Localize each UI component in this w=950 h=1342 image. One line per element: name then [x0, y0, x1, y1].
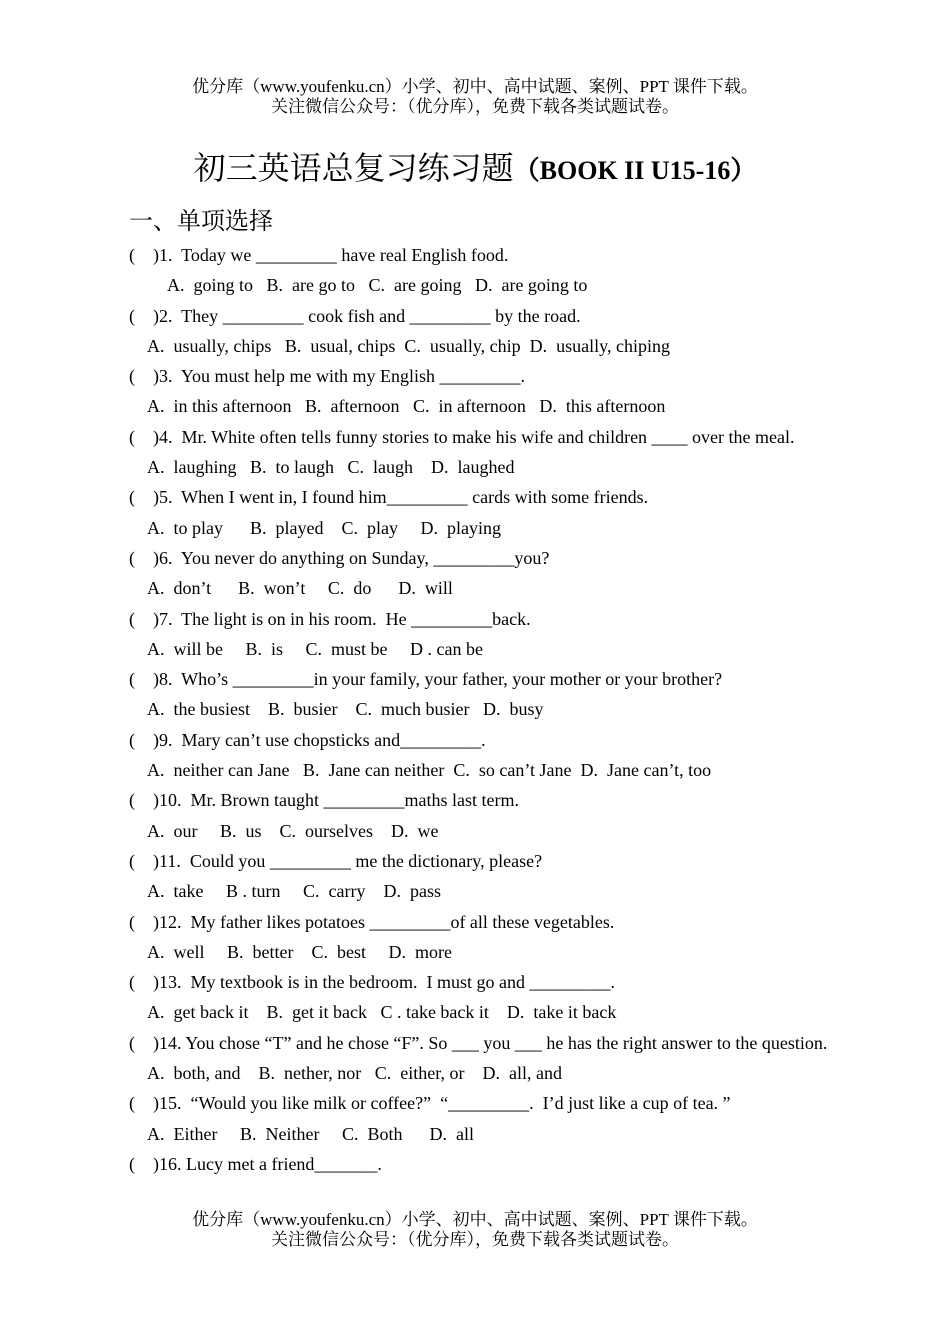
question-options: A. take B . turn C. carry D. pass [147, 881, 441, 902]
question-options: A. Either B. Neither C. Both D. all [147, 1123, 474, 1144]
question-stem: ( )10. Mr. Brown taught _________maths last term. [129, 790, 519, 811]
page-footer [0, 1210, 950, 1250]
question-options: A. get back it B. get it back C . take back it D. take it back [147, 1002, 617, 1023]
footer-line-2: 关注微信公众号：（优分库），免费下载各类试题试卷。 [271, 1230, 679, 1249]
question-options: A. neither can Jane B. Jane can neither C. so can’t Jane D. Jane can’t, too [147, 760, 712, 781]
question-options: A. to play B. played C. play D. playing [147, 517, 501, 538]
question-options: A. will be B. is C. must be D . can be [147, 638, 483, 659]
question-stem: ( )15. “Would you like milk or coffee?” “_________. I’d just like a cup of tea. ” [129, 1093, 731, 1114]
question-stem: ( )5. When I went in, I found him_________ cards with some friends. [129, 487, 649, 508]
question-options: A. well B. better C. best D. more [147, 941, 452, 962]
page-header [0, 77, 950, 117]
question-stem: ( )4. Mr. White often tells funny stories to make his wife and children ____ over the meal. [129, 426, 795, 447]
question-stem: ( )13. My textbook is in the bedroom. I must go and _________. [129, 972, 615, 993]
question-options: A. in this afternoon B. afternoon C. in afternoon D. this afternoon [147, 396, 666, 417]
question-stem: ( )2. They _________ cook fish and _________ by the road. [129, 305, 581, 326]
question-stem: ( )9. Mary can’t use chopsticks and_________. [129, 729, 486, 750]
title-book-unit: （BOOK II U15-16） [513, 156, 757, 185]
question-stem: ( )16. Lucy met a friend_______. [129, 1153, 382, 1174]
question-stem: ( )1. Today we _________ have real English food. [129, 245, 509, 265]
question-options: A. laughing B. to laugh C. laugh D. laughed [147, 457, 515, 478]
section-heading: 一、单项选择 [129, 209, 273, 235]
question-options: A. our B. us C. ourselves D. we [147, 820, 439, 841]
question-stem: ( )8. Who’s _________in your family, your father, your mother or your brother? [129, 669, 723, 690]
question-options: A. both, and B. nether, nor C. either, or D. all, and [147, 1063, 562, 1084]
page-title [0, 146, 950, 193]
question-list [129, 240, 929, 1179]
question-options: A. going to B. are go to C. are going D. are going to [167, 275, 588, 296]
question-stem: ( )7. The light is on in his room. He _________back. [129, 608, 531, 629]
header-line-1: 优分库（www.youfenku.cn）小学、初中、高中试题、案例、PPT 课件下载。 [192, 77, 758, 96]
footer-line-1: 优分库（www.youfenku.cn）小学、初中、高中试题、案例、PPT 课件下载。 [192, 1210, 758, 1229]
question-stem: ( )3. You must help me with my English _________. [129, 366, 526, 387]
question-stem: ( )11. Could you _________ me the dictionary, please? [129, 850, 543, 871]
question-stem: ( )12. My father likes potatoes _________of all these vegetables. [129, 911, 615, 932]
question-options: A. usually, chips B. usual, chips C. usually, chip D. usually, chiping [147, 335, 670, 356]
header-line-2: 关注微信公众号：（优分库），免费下载各类试题试卷。 [271, 97, 679, 116]
question-stem: ( )6. You never do anything on Sunday, _________you? [129, 547, 550, 568]
title-chinese: 初三英语总复习练习题 [193, 150, 514, 186]
question-stem: ( )14. You chose “T” and he chose “F”. So ___ you ___ he has the right answer to the question. [129, 1032, 828, 1053]
question-options: A. don’t B. won’t C. do D. will [147, 578, 453, 599]
question-options: A. the busiest B. busier C. much busier D. busy [147, 699, 544, 720]
